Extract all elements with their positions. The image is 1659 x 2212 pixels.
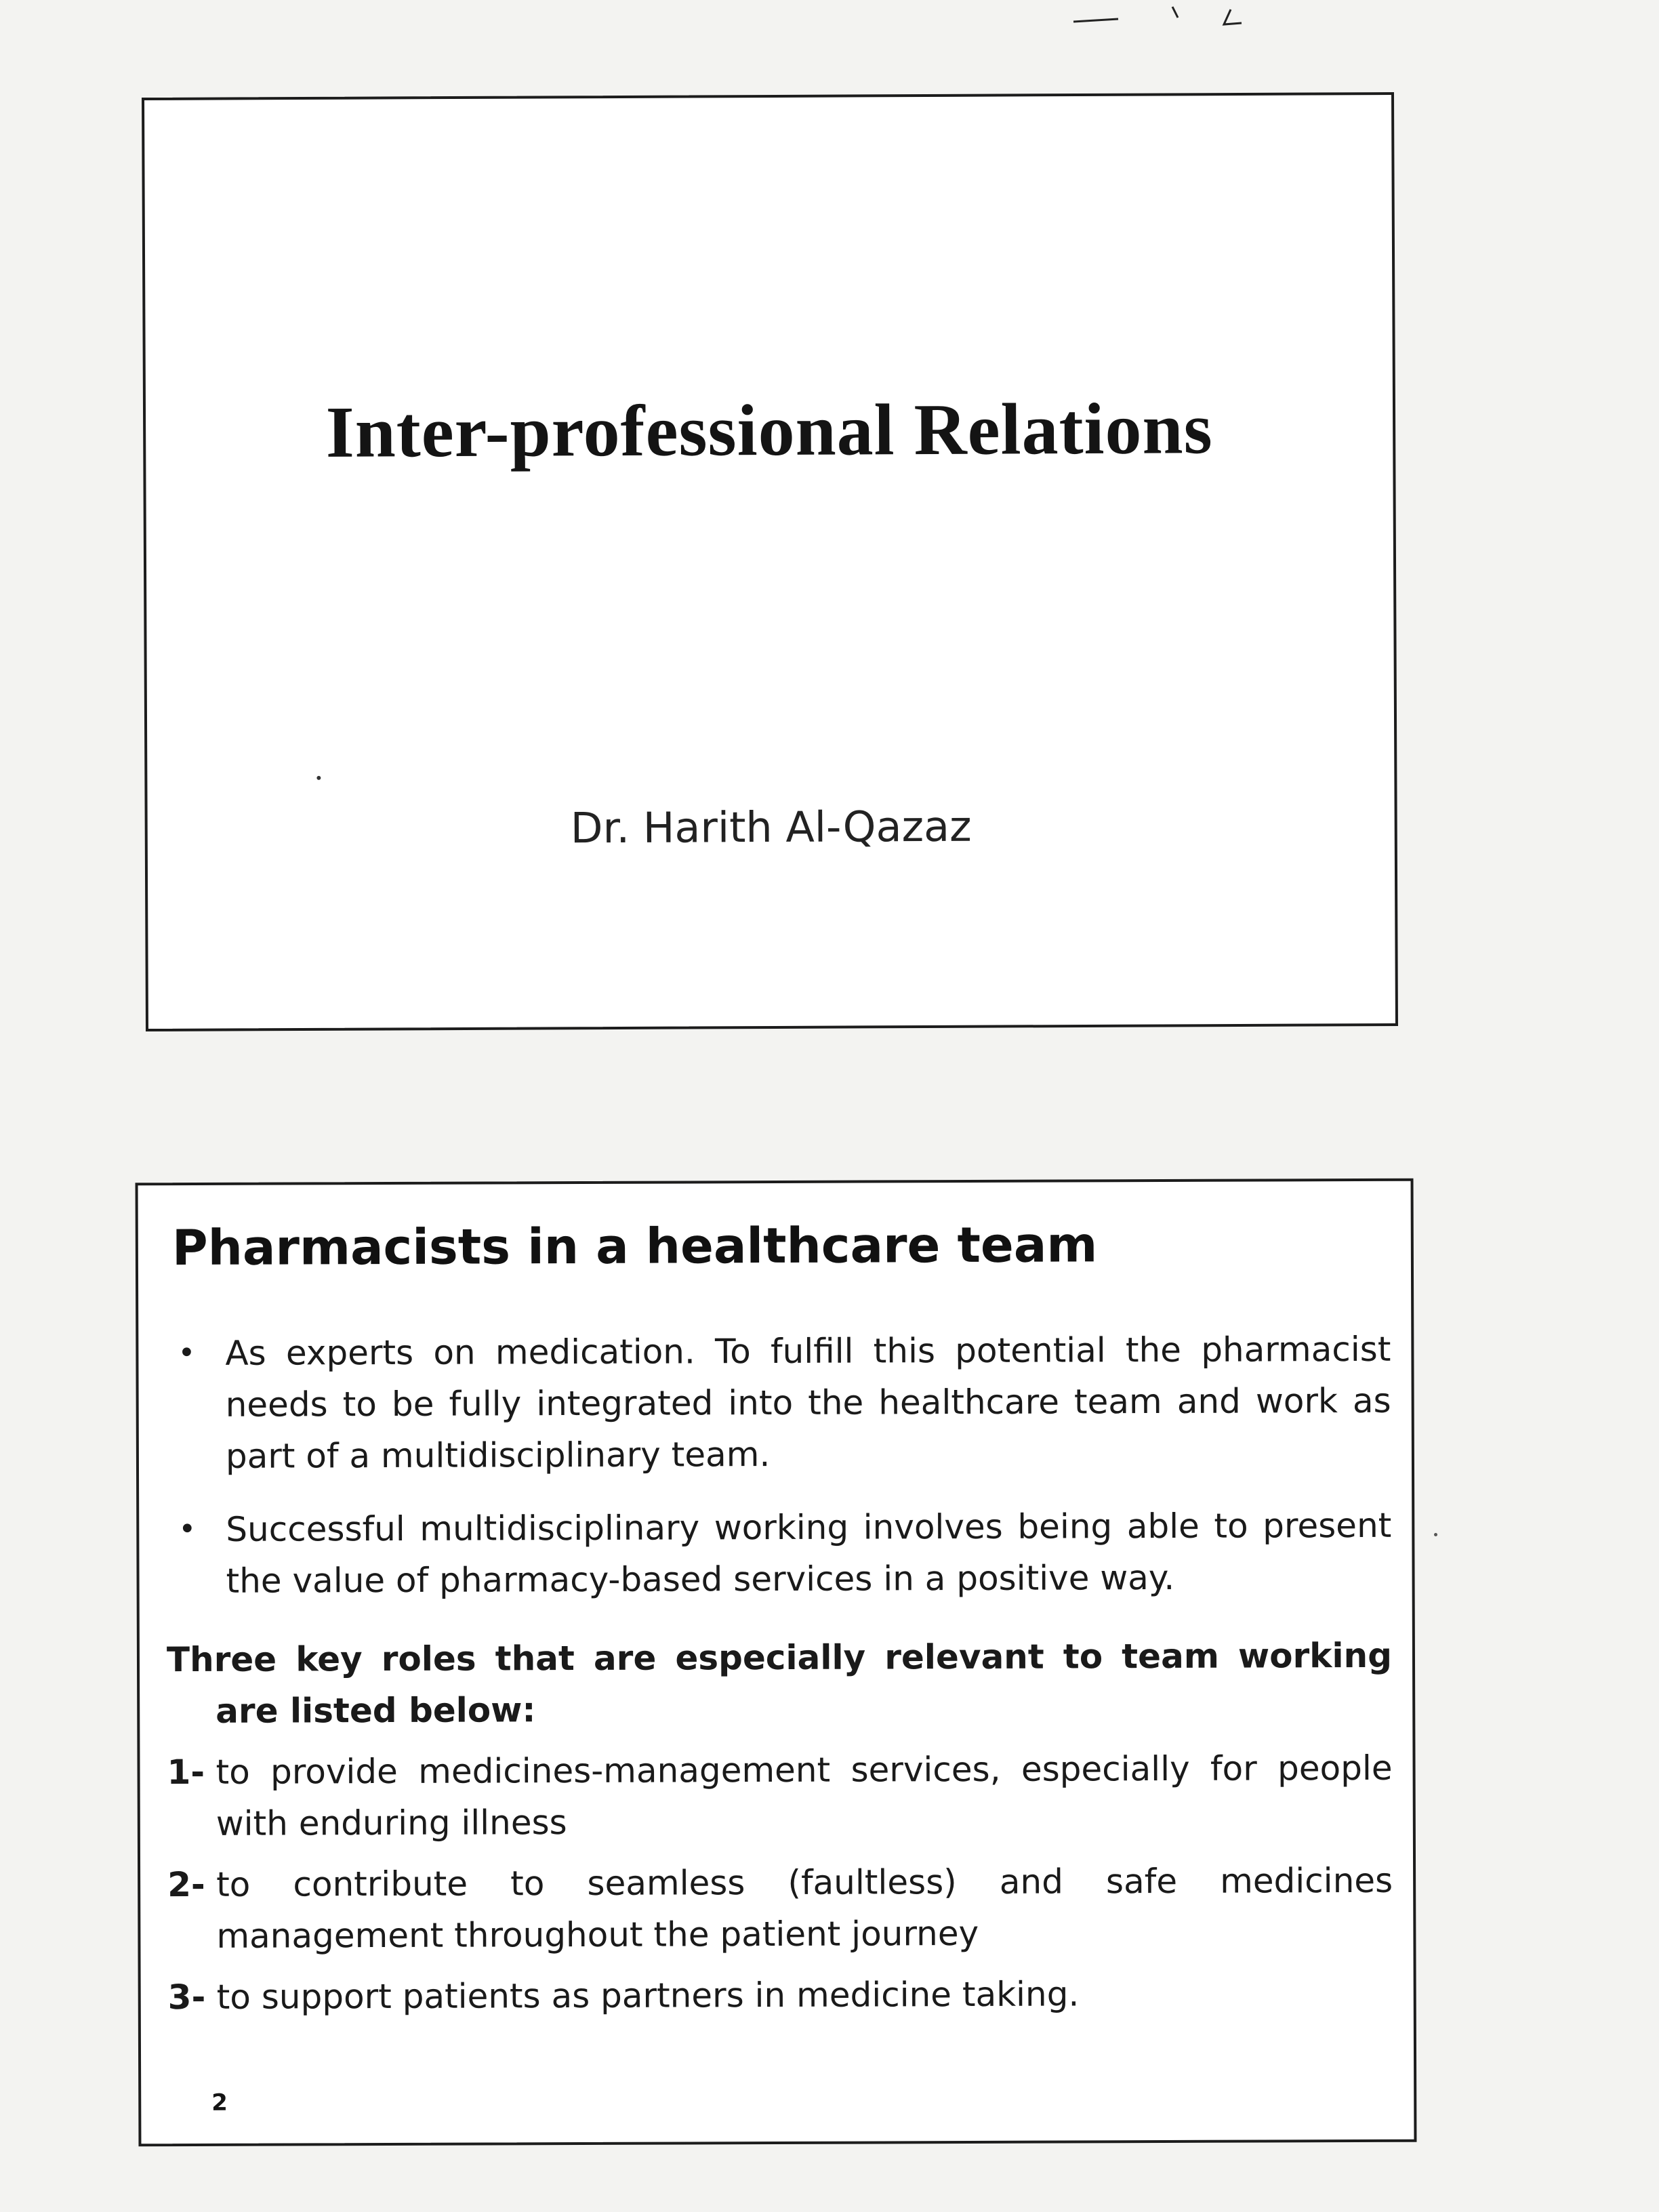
role-item [167, 1855, 1393, 1962]
role-number: 2- [167, 1864, 205, 1905]
scan-speck [1434, 1533, 1437, 1536]
bullet-list [165, 1324, 1391, 1607]
bullet-icon: • [178, 1335, 196, 1371]
role-item [167, 1742, 1393, 1849]
role-number: 1- [167, 1752, 205, 1793]
scan-speck [316, 776, 321, 780]
role-text: to contribute to seamless (faultless) and safe medicines management throughout the patient journey [216, 1860, 1393, 1956]
slide-title: Pharmacists in a healthcare team [171, 1216, 1098, 1277]
bullet-item [165, 1324, 1391, 1482]
page-number: 2 [211, 2089, 228, 2116]
author-name: Dr. Harith Al-Qazaz [570, 801, 972, 853]
role-text: to provide medicines-management services, especially for people with enduring illness [216, 1748, 1393, 1843]
title-slide [142, 92, 1398, 1031]
bullet-icon: • [178, 1511, 197, 1547]
bullet-item [166, 1500, 1392, 1607]
roles-list [167, 1742, 1393, 2023]
bullet-text: As experts on medication. To fulfill this potential the pharmacist needs to be fully integrated into the healthcare team and work as part of a multidisciplinary team. [225, 1329, 1391, 1476]
slide-body [165, 1324, 1393, 2032]
bullet-text: Successful multidisciplinary working involves being able to present the value of pharmacy-based services in a positive way. [226, 1505, 1392, 1601]
role-number: 3- [167, 1977, 206, 2018]
roles-intro: Three key roles that are especially relevant to team working are listed below: [166, 1635, 1393, 1731]
role-text: to support patients as partners in medicine taking. [216, 1974, 1080, 2017]
role-item [168, 1967, 1393, 2023]
content-slide [136, 1179, 1417, 2147]
pen-mark [1071, 4, 1261, 31]
presentation-title: Inter-professional Relations [325, 388, 1213, 473]
